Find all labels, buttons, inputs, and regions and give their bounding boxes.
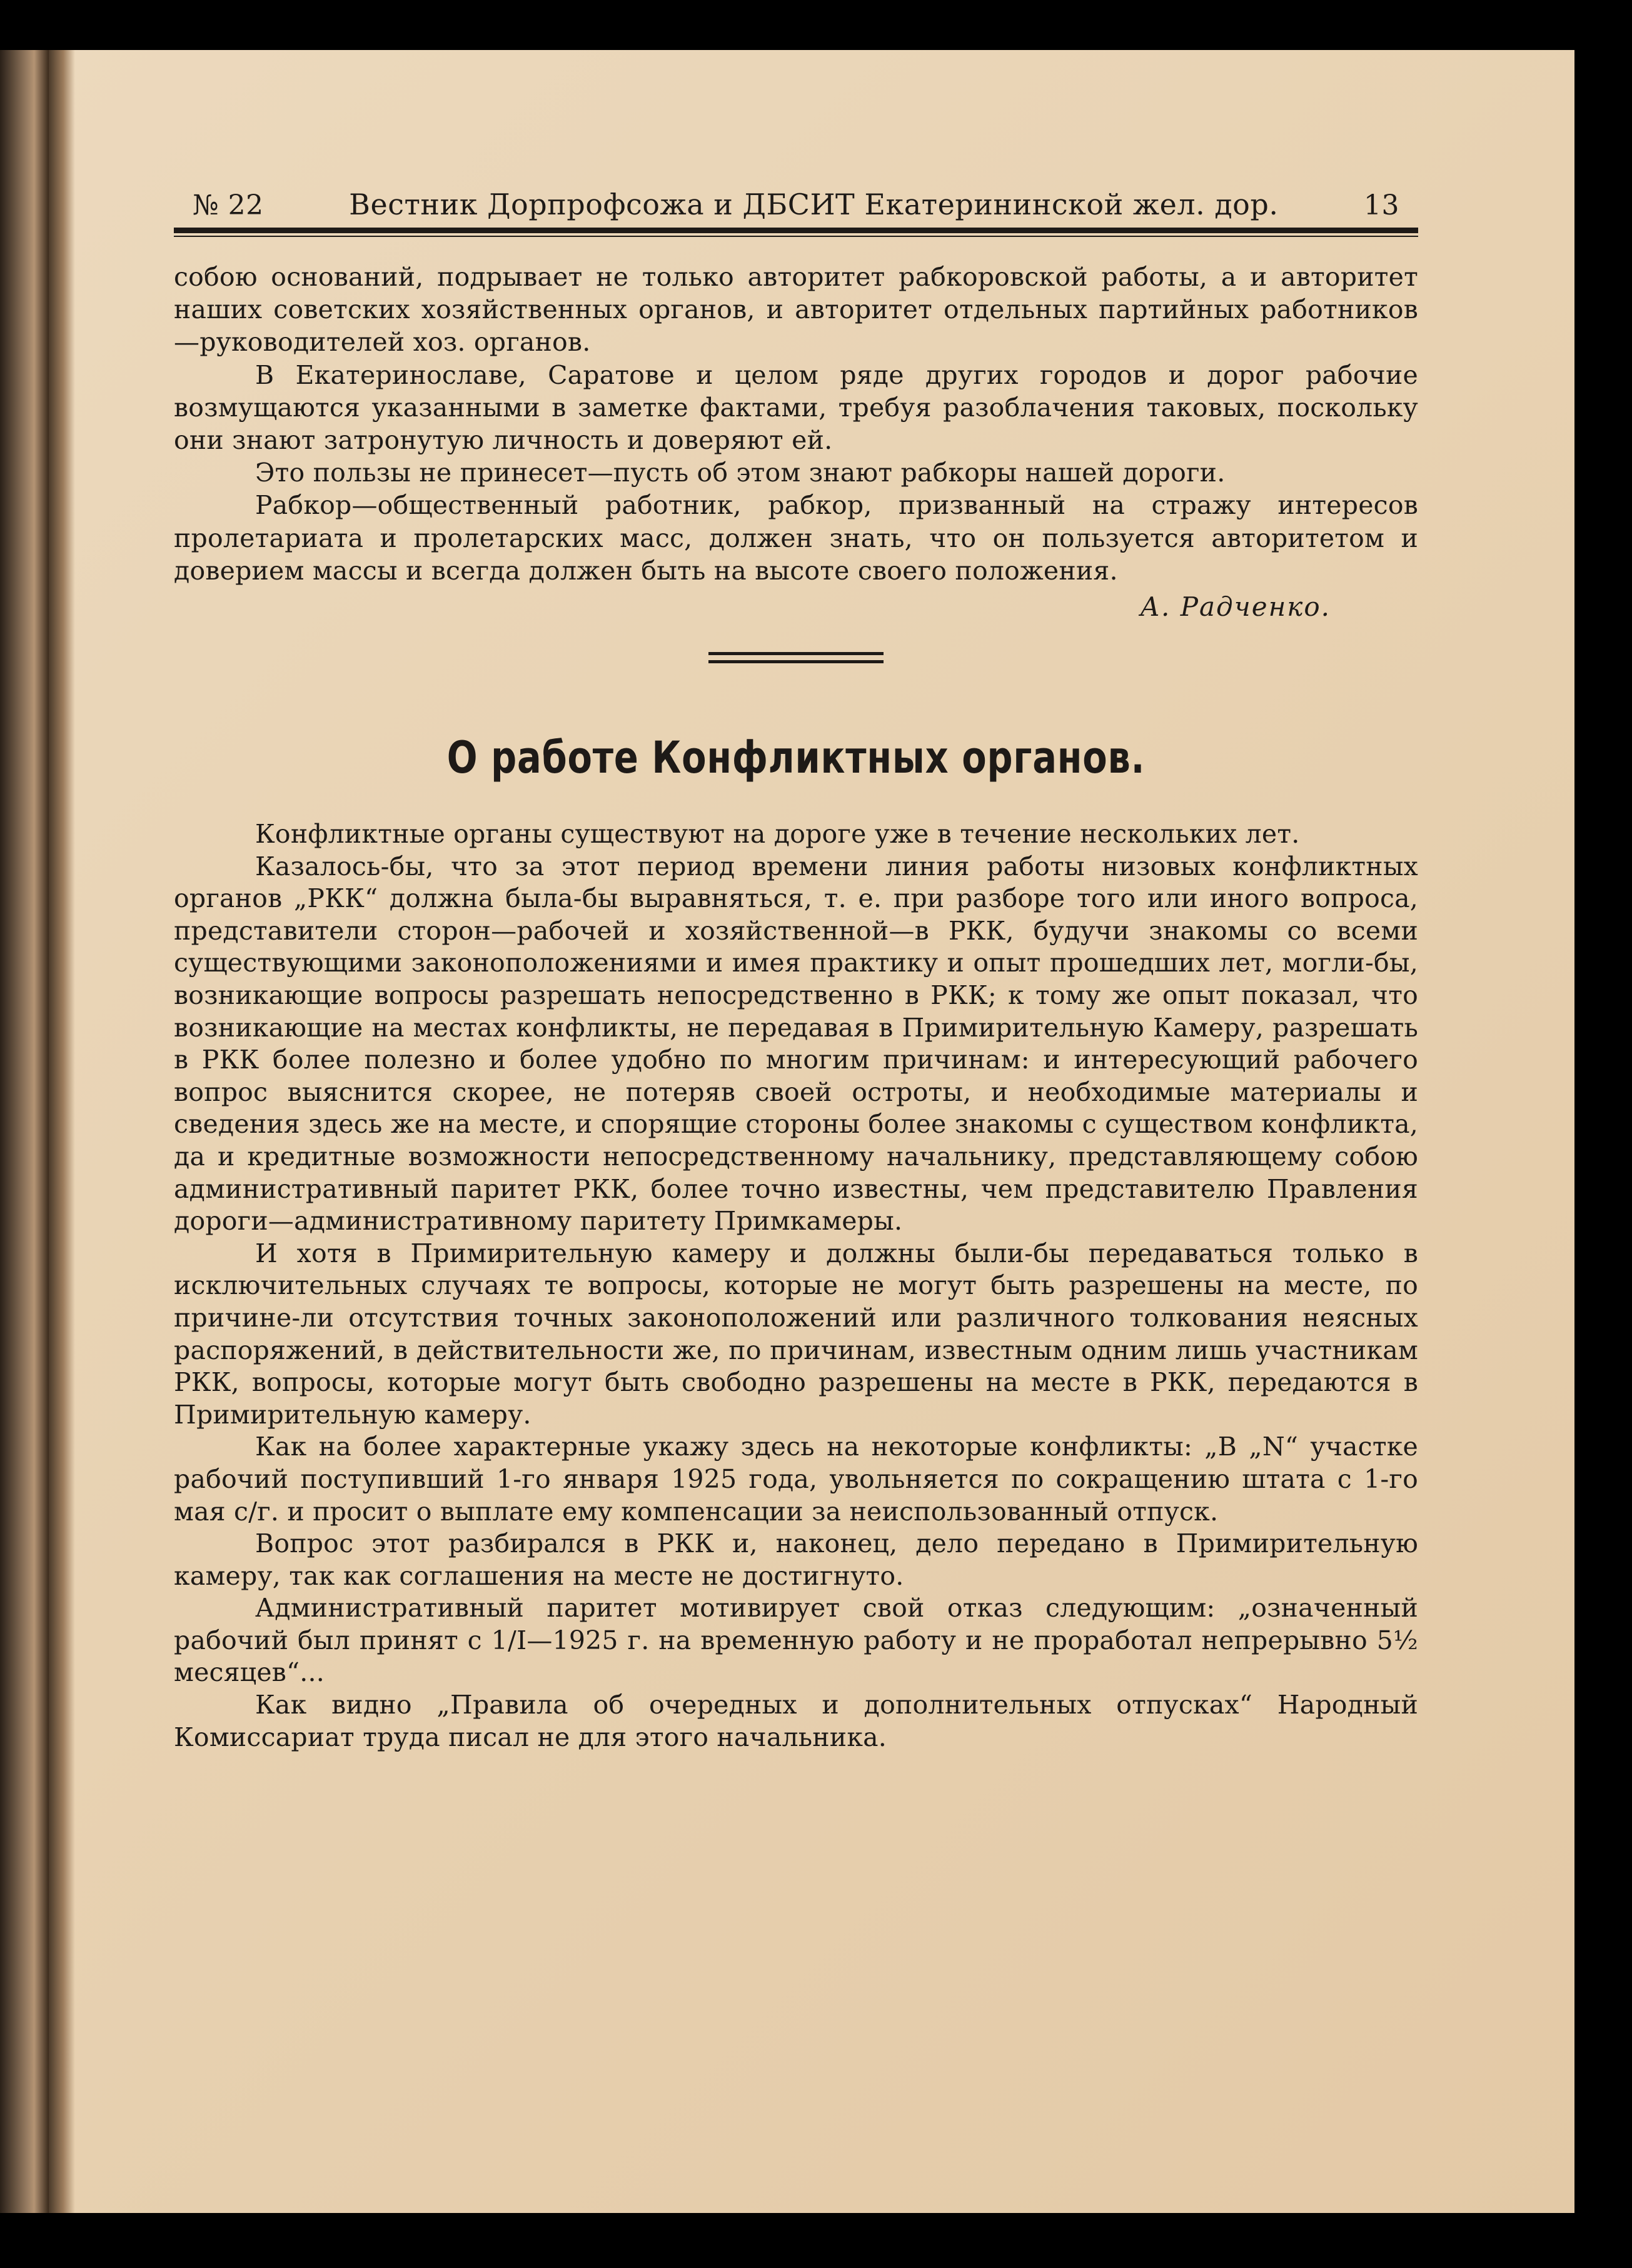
paragraph: Рабкор—общественный работник, рабкор, призванный на стражу интересов пролетариата и пролетарских масс, должен знать, что он пользуется авторитетом и доверием массы и всегда должен быть на высоте своего положения. [174, 490, 1418, 586]
journal-title: Вестник Дорпрофсожа и ДБСИТ Екатерининской жел. дор. [349, 188, 1279, 221]
paragraph: Конфликтные органы существуют на дороге уже в течение нескольких лет. [255, 819, 1300, 850]
header-rule-thick [174, 228, 1418, 233]
author-signature: А. Радченко. [1140, 591, 1331, 623]
previous-article-ending [174, 261, 1418, 625]
running-header [174, 188, 1418, 224]
article-body [174, 818, 1418, 1754]
page-content [174, 188, 1418, 1754]
paragraph: В Екатеринославе, Саратове и целом ряде других городов и дорог рабочие возмущаются указанными в заметке фактами, требуя разоблачения таковых, поскольку они знают затронутую личность и доверяют ей. [174, 359, 1418, 456]
paragraph: Казалось-бы, что за этот период времени линия работы низовых конфликтных органов „РКК“ должна была-бы выравняться, т. е. при разборе того или иного вопроса, представители сторон—рабочей и хозяйственной—в РКК, будучи знакомы со всеми существующими законоположениями и имея практику и опыт прошедших лет, могли-бы, возникающие вопросы разрешать непосредственно в РКК; к тому же опыт показал, что возникающие на местах конфликты, не передавая в Примирительную Камеру, разрешать в РКК более полезно и более удобно по многим причинам: и интересующий рабочего вопрос выяснится скорее, не потеряв своей остроты, и необходимые материалы и сведения здесь же на месте, и спорящие стороны более знакомы с существом конфликта, да и кредитные возможности непосредственному начальнику, представляющему собою административный паритет РКК, более точно известны, чем представителю Правления дороги—административному паритету Примкамеры. [174, 851, 1418, 1237]
section-divider [708, 652, 884, 663]
paragraph: собою оснований, подрывает не только авторитет рабкоровской работы, а и авторитет наших советских хозяйственных органов, и авторитет отдельных партийных работников—руководителей хоз. органов. [174, 262, 1418, 358]
page-number: 13 [1364, 189, 1399, 221]
binding-shadow [49, 50, 75, 2213]
paragraph: Это пользы не принесет—пусть об этом знают рабкоры нашей дороги. [255, 458, 1226, 488]
paragraph: Административный паритет мотивирует свой отказ следующим: „означенный рабочий был принят с 1/I—1925 г. на временную работу и не проработал непрерывно 5½ месяцев“... [174, 1593, 1418, 1688]
paragraph: Как на более характерные укажу здесь на некоторые конфликты: „В „N“ участке рабочий поступивший 1-го января 1925 года, увольняется по сокращению штата с 1-го мая с/г. и просит о выплате ему компенсации за неиспользованный отпуск. [174, 1432, 1418, 1527]
adjacent-page-edge [0, 50, 49, 2213]
paragraph: Вопрос этот разбирался в РКК и, наконец, дело передано в Примирительную камеру, так как соглашения на месте не достигнуто. [174, 1528, 1418, 1591]
paragraph: Как видно „Правила об очередных и дополнительных отпусках“ Народный Комиссариат труда писал не для этого начальника. [174, 1690, 1418, 1752]
header-rule-thin [174, 236, 1418, 237]
paragraph: И хотя в Примирительную камеру и должны были-бы передаваться только в исключительных случаях те вопросы, которые не могут быть разрешены на месте, по причине-ли отсутствия точных законоположений или различного толкования неясных распоряжений, в действительности же, по причинам, известным одним лишь участникам РКК, вопросы, которые могут быть свободно разрешены на месте в РКК, передаются в Примирительную камеру. [174, 1238, 1418, 1430]
article-title: О работе Конфликтных органов. [446, 732, 1146, 784]
issue-number: № 22 [193, 189, 264, 221]
journal-page [49, 50, 1574, 2213]
